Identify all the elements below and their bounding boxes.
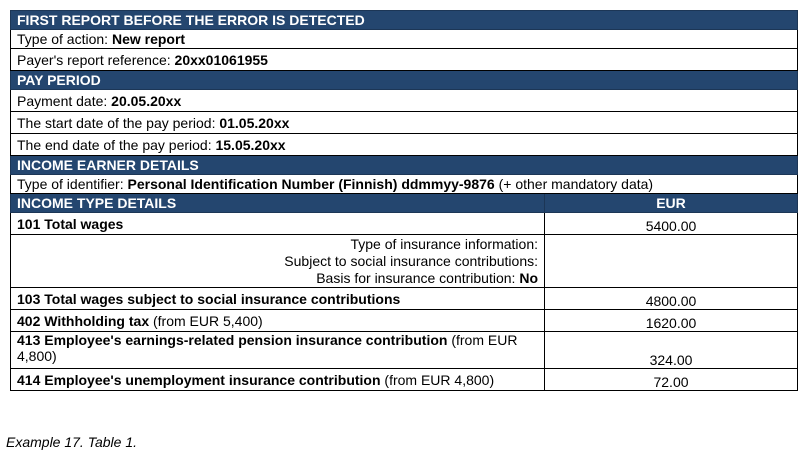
field-label: The end date of the pay period: [17,136,216,153]
table-caption: Example 17. Table 1. [6,434,138,450]
basis-label: Basis for insurance contribution: [316,269,520,286]
amount-cell: 1620.00 [545,310,798,332]
table-row [11,30,798,49]
report-table [10,10,798,391]
section-header-first-report [11,11,798,30]
amount-cell: 5400.00 [545,213,798,235]
table-row [11,213,798,235]
income-type-label: 101 Total wages [17,215,124,232]
basis-value: No [519,269,538,286]
amount-cell: 4800.00 [545,288,798,310]
amount-cell: 72.00 [545,369,798,391]
field-value: Personal Identification Number (Finnish) ddmmyy-9876 [127,176,495,192]
section-header-income-type [11,194,798,213]
section-title: INCOME TYPE DETAILS [11,194,545,213]
amount-cell: 324.00 [545,332,798,369]
field-label: Type of identifier: [17,176,128,192]
table-row [11,288,798,310]
table-row [11,332,798,369]
section-title: FIRST REPORT BEFORE THE ERROR IS DETECTED [11,11,798,30]
insurance-info-row [11,235,798,288]
table-row [11,175,798,194]
empty-cell [545,235,798,288]
table-row [11,134,798,156]
section-title: PAY PERIOD [11,71,798,90]
field-label: Payment date: [17,92,112,109]
field-value: New report [111,31,186,47]
income-type-label: 414 Employee's unemployment insurance contribution [17,371,381,388]
table-row [11,112,798,134]
income-type-note: (from EUR 4,800) [17,332,518,364]
income-type-note: (from EUR 5,400) [149,312,263,329]
section-header-income-earner [11,156,798,175]
field-value: 20.05.20xx [111,92,182,109]
section-title: INCOME EARNER DETAILS [11,156,798,175]
currency-header: EUR [545,194,798,213]
income-type-label: 413 Employee's earnings-related pension insurance contribution [17,332,448,348]
field-value: 15.05.20xx [215,136,286,153]
field-value: 01.05.20xx [219,114,290,131]
field-suffix: (+ other mandatory data) [494,176,654,192]
field-label: Type of action: [17,31,112,47]
table-row [11,90,798,112]
income-type-label: 103 Total wages subject to social insurance contributions [17,290,401,307]
field-label: The start date of the pay period: [17,114,220,131]
table-row [11,49,798,71]
field-label: Payer's report reference: [17,51,175,68]
section-header-pay-period [11,71,798,90]
table-row [11,369,798,391]
field-value: 20xx01061955 [174,51,268,68]
subject-to-contributions-label: Subject to social insurance contributions: [284,252,538,269]
insurance-type-label: Type of insurance information: [350,235,538,252]
income-type-label: 402 Withholding tax [17,312,150,329]
table-row [11,310,798,332]
income-type-note: (from EUR 4,800) [380,371,495,388]
